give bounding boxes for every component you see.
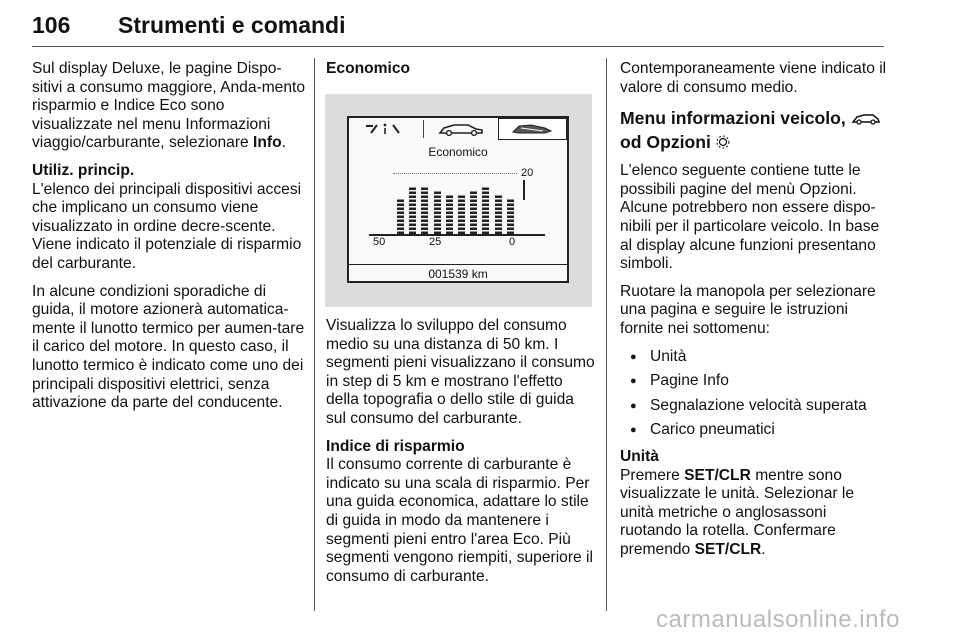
main-users-paragraph: L'elenco dei principali dispositivi accesi che implicano un consumo viene visualizzato in ordine decre-scente. Viene indicato il potenziale di risparmio del carburante. [32,180,302,272]
options-list-paragraph: L'elenco seguente contiene tutte le possibili pagine del menù Opzioni. Alcune potrebbero non essere dispo-nibili per il particolare veicolo. In base al display alcune funzioni presentano simboli. [620,162,880,273]
set-clr-keyword: SET/CLR [694,540,762,558]
page-header [32,12,884,48]
units-text-d: . [761,540,766,558]
chart-gridline [393,173,517,174]
tab-eco-index [498,118,567,140]
column-1 [32,60,308,422]
set-clr-keyword: SET/CLR [684,466,751,484]
header-rule [32,46,884,47]
intro-paragraph [32,60,308,153]
units-paragraph [620,467,888,560]
column-2-body [326,317,596,595]
page-number: 106 [32,12,71,38]
display-screen [347,116,569,283]
gear-icon [716,135,730,149]
options-title: od Opzioni [620,132,711,153]
section-heading-units: Unità [620,447,659,465]
car-icon [851,111,881,125]
intro-text: Sul display Deluxe, le pagine Dispo-sitivi a consumo maggiore, Anda-mento risparmio e Indice Eco sono visualizzate nel menu Informazioni viaggio/carburante, selezionare [32,60,306,152]
info-keyword: Info [253,134,282,152]
list-item: ● Segnalazione velocità superata [620,397,888,416]
column-divider-2 [606,58,607,611]
y-tick-label: 20 [521,167,534,179]
watermark: carmanualsonline.info [656,606,900,633]
x-tick-25: 25 [429,236,442,248]
consumption-bar [458,194,465,234]
list-item: ● Carico pneumatici [620,421,888,440]
car-icon [424,118,497,140]
section-heading-economico: Economico [326,60,411,77]
section-heading-savings-index: Indice di risparmio [326,437,465,455]
consumption-bar [421,186,428,234]
leaf-car-icon [499,119,565,138]
consumption-bar [434,190,441,234]
section-heading-main-users: Utiliz. princip. [32,161,135,179]
display-tabs [349,118,567,140]
rear-window-paragraph: In alcune condizioni sporadiche di guida, il motore azionerà automatica-mente il lunotto termico per aumen-tare il carico del motore. In questo caso, il lunotto termico è indicato come uno dei principali dispositivi elettrici, senza attivazione da parte del conducente. [32,282,305,412]
display-title: Economico [428,145,488,159]
economy-display-figure [325,94,592,307]
units-text-a: Premere [620,466,685,484]
units-text-c: mentre sono visualizzate le unità. Selezionar le unità metriche o anglosassoni ruotando la rotella. Confermare premendo [620,466,855,558]
consumption-bars [397,180,521,234]
column-2 [326,60,596,79]
x-tick-50: 50 [373,236,386,248]
intro-end: . [281,134,286,152]
consumption-bar [446,194,453,234]
list-item: ● Unità [620,348,888,367]
consumption-bar [507,198,514,234]
vehicle-menu-title: Menu informazioni veicolo, [620,108,846,129]
consumption-bar [470,190,477,234]
section-heading-vehicle-menu [620,106,888,154]
consumption-bar [397,198,404,234]
consumption-bar [495,194,502,234]
column-divider-1 [314,58,315,611]
consumption-bar [409,186,416,234]
chart-cursor-bar [523,180,525,200]
x-tick-0: 0 [509,236,516,248]
options-list [620,348,888,440]
savings-index-paragraph: Il consumo corrente di carburante è indicato su una scala di risparmio. Per una guida economica, adattare lo stile di guida in modo da mantenere i segmenti pieni entro l'area Eco. Più segmenti vengono riempiti, superiore il consumo di carburante. [326,456,593,585]
economico-paragraph: Visualizza lo sviluppo del consumo medio su una distanza di 50 km. I segmenti pieni visualizzano il consumo in step di 5 km e mostrano l'effetto della topografia o dello stile di guida sul consumo del carburante. [326,317,595,427]
odometer-readout: 001539 km [349,264,567,284]
page-title: Strumenti e comandi [118,12,346,38]
consumers-icon [349,118,423,140]
average-paragraph: Contemporaneamente viene indicato il valore di consumo medio. [620,60,887,96]
list-item: ● Pagine Info [620,372,888,391]
consumption-bar [482,186,489,234]
tab-devices [349,118,423,140]
x-axis [369,234,545,236]
knob-paragraph: Ruotare la manopola per selezionare una pagina e seguire le istruzioni fornite nei sottomenu: [620,282,876,337]
column-3 [620,60,888,568]
tab-trend [424,118,497,140]
